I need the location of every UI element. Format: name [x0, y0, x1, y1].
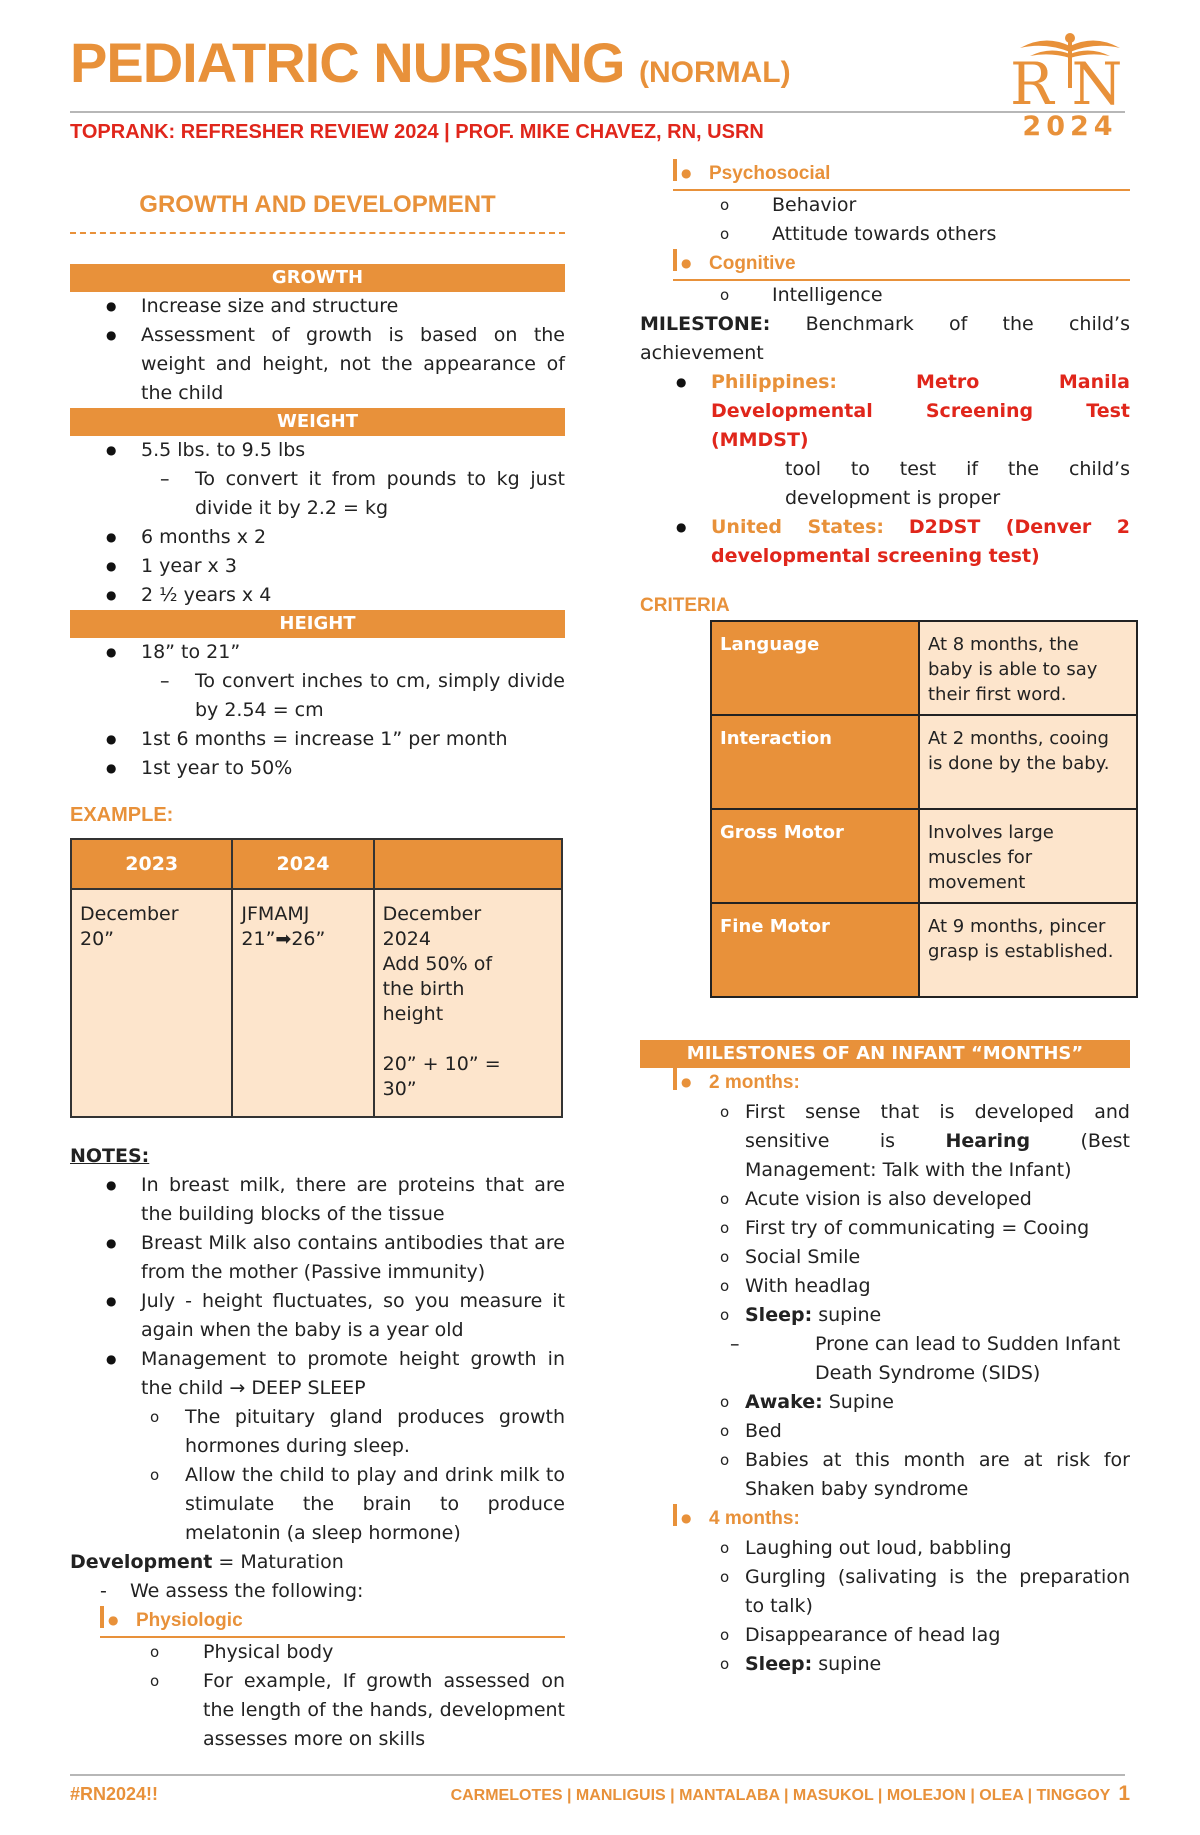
cell-line: 20” + 10” = [382, 1053, 501, 1075]
cognitive-label: Cognitive [709, 253, 796, 274]
criteria-key: Fine Motor [711, 903, 919, 997]
title-suffix: (NORMAL) [639, 56, 791, 89]
weight-band: WEIGHT [70, 408, 565, 436]
right-column [640, 155, 1130, 1679]
table-row [711, 715, 1137, 809]
ph-test: Metro Manila Developmental Screening Test (MMDST) [711, 371, 1130, 451]
list-item: ● 2 ½ years x 4 [70, 581, 565, 610]
table-cell [374, 889, 562, 1117]
list-item: o Attitude towards others [640, 220, 1130, 249]
list-item [640, 1388, 1130, 1417]
sub-list-item: – To convert inches to cm, simply divide by 2.54 = cm [70, 667, 565, 725]
footer-authors [451, 1782, 1130, 1806]
footer-hashtag: #RN2024!! [70, 1784, 159, 1804]
list-item [640, 513, 1130, 571]
sub-list-item: – Prone can lead to Sudden Infant Death Syndrome (SIDS) [640, 1330, 1130, 1388]
rn-logo [1010, 28, 1141, 143]
list-item: o Disappearance of head lag [640, 1621, 1130, 1650]
dashed-divider [70, 232, 565, 234]
criteria-value: At 9 months, pincer grasp is established. [919, 903, 1137, 997]
table-header: 2023 [71, 839, 232, 889]
cell-line: 20” [80, 928, 115, 950]
development-line [70, 1548, 565, 1577]
cell-line: December [382, 903, 482, 925]
heading-bar [673, 249, 677, 271]
criteria-value: Involves large muscles for movement [919, 809, 1137, 903]
list-item: ● 1st 6 months = increase 1” per month [70, 725, 565, 754]
month2-heading [673, 1068, 1130, 1098]
us-test: D2DST (Denver 2 developmental screening test) [711, 516, 1130, 567]
list-item-desc: tool to test if the child’s development is proper [785, 458, 1130, 509]
list-item: o For example, If growth assessed on the length of the hands, development assesses more on skills [70, 1667, 565, 1754]
month2-list [640, 1098, 1130, 1504]
growth-band: GROWTH [70, 264, 565, 292]
list-item: o Laughing out loud, babbling [640, 1534, 1130, 1563]
list-item: ● 1 year x 3 [70, 552, 565, 581]
item-bold: Awake: [745, 1391, 823, 1413]
cell-line: 2024 [382, 928, 431, 950]
physiologic-heading [100, 1606, 565, 1638]
table-row [711, 621, 1137, 715]
cell-line: Add 50% of [382, 953, 493, 975]
assess-text: We assess the following: [130, 1580, 364, 1602]
development-def: = Maturation [212, 1551, 344, 1573]
footer-names: CARMELOTES | MANLIGUIS | MANTALABA | MASUKOL | MOLEJON | OLEA | TINGGOY [450, 1787, 1111, 1804]
title-main: PEDIATRIC NURSING [70, 31, 625, 94]
list-item: ● 6 months x 2 [70, 523, 565, 552]
weight-list [70, 436, 565, 610]
table-row [711, 809, 1137, 903]
criteria-key: Interaction [711, 715, 919, 809]
list-item: o Bed [640, 1417, 1130, 1446]
bullet-icon: ● [681, 1075, 692, 1089]
bullet-icon: ● [681, 166, 692, 180]
milestone-text: Benchmark of the child’s achievement [640, 313, 1130, 364]
item-text: supine [812, 1653, 882, 1675]
physiologic-list [70, 1638, 565, 1754]
cell-line: JFMAMJ [241, 903, 310, 925]
us-label: United States: [711, 516, 884, 538]
cell-spacer [383, 1027, 553, 1052]
list-item: ● In breast milk, there are proteins that are the building blocks of the tissue [70, 1171, 565, 1229]
list-item: o Gurgling (salivating is the preparation to talk) [640, 1563, 1130, 1621]
psychosocial-label: Psychosocial [709, 163, 831, 184]
list-item: ● Breast Milk also contains antibodies that are from the mother (Passive immunity) [70, 1229, 565, 1287]
growth-list [70, 292, 565, 408]
bullet-icon: ● [681, 1511, 692, 1525]
cell-line: December [80, 903, 179, 925]
item-bold: Sleep: [745, 1653, 813, 1675]
item-bold: Sleep: [745, 1304, 813, 1326]
item-text: (Best Management: Talk with the Infant) [745, 1130, 1130, 1181]
item-text: Supine [822, 1391, 894, 1413]
list-item: o Social Smile [640, 1243, 1130, 1272]
notes-label: NOTES: [70, 1145, 150, 1167]
list-item [640, 368, 1130, 455]
milestone-list [640, 368, 1130, 571]
sub-list-item: o The pituitary gland produces growth hormones during sleep. [70, 1403, 565, 1461]
criteria-key: Language [711, 621, 919, 715]
item-text: First sense that is developed and sensitive is [745, 1101, 1130, 1152]
logo-letters: RN [1010, 50, 1141, 118]
header-subtitle: TOPRANK: REFRESHER REVIEW 2024 | PROF. MIKE CHAVEZ, RN, USRN [70, 121, 764, 143]
psychosocial-list [640, 191, 1130, 249]
ph-label: Philippines: [711, 371, 838, 393]
list-item: o First try of communicating = Cooing [640, 1214, 1130, 1243]
cell-line: height [382, 1003, 444, 1025]
infant-band: MILESTONES OF AN INFANT “MONTHS” [640, 1040, 1130, 1068]
table-cell [71, 889, 232, 1117]
month4-list [640, 1534, 1130, 1679]
list-item: ● Management to promote height growth in the child → DEEP SLEEP [70, 1345, 565, 1403]
list-item: o With headlag [640, 1272, 1130, 1301]
heading-bar [673, 1068, 677, 1090]
height-band: HEIGHT [70, 610, 565, 638]
physiologic-label: Physiologic [136, 1610, 243, 1631]
milestone-def [640, 310, 1130, 368]
cognitive-list [640, 281, 1130, 310]
list-item: o Behavior [640, 191, 1130, 220]
month4-heading [673, 1504, 1130, 1534]
footer-rule [70, 1774, 1125, 1776]
list-item [640, 1098, 1130, 1185]
height-list [70, 638, 565, 783]
criteria-table [710, 620, 1138, 998]
criteria-key: Gross Motor [711, 809, 919, 903]
table-row [711, 903, 1137, 997]
heading-bar [673, 1504, 677, 1526]
left-column [70, 180, 565, 1754]
list-item: ● 5.5 lbs. to 9.5 lbs [70, 436, 565, 465]
list-item: ● Assessment of growth is based on the weight and height, not the appearance of the child [70, 321, 565, 408]
development-term: Development [70, 1551, 213, 1573]
header-rule [70, 111, 1125, 113]
heading-bar [100, 1606, 104, 1628]
list-item: o Babies at this month are at risk for Shaken baby syndrome [640, 1446, 1130, 1504]
notes-list [70, 1171, 565, 1548]
table-header: 2024 [232, 839, 373, 889]
list-item: ● July - height fluctuates, so you measure it again when the baby is a year old [70, 1287, 565, 1345]
bullet-icon: ● [681, 256, 692, 270]
criteria-label: CRITERIA [640, 595, 730, 616]
list-item: o Physical body [70, 1638, 565, 1667]
list-item: o Acute vision is also developed [640, 1185, 1130, 1214]
milestone-term: MILESTONE: [640, 313, 771, 335]
bullet-icon: ● [108, 1613, 119, 1627]
month2-label: 2 months: [709, 1072, 800, 1093]
criteria-value: At 2 months, cooing is done by the baby. [919, 715, 1137, 809]
item-text: supine [812, 1304, 882, 1326]
dash-bullet: - [100, 1580, 107, 1602]
sub-list-item: o Allow the child to play and drink milk to stimulate the brain to produce melatonin (a sleep hormone) [70, 1461, 565, 1548]
item-bold: Hearing [945, 1130, 1031, 1152]
month4-label: 4 months: [709, 1508, 800, 1529]
example-label: EXAMPLE: [70, 804, 174, 826]
table-cell [232, 889, 373, 1117]
cell-line: 21”➡26” [241, 928, 326, 950]
heading-bar [673, 159, 677, 181]
sub-list-item: – To convert it from pounds to kg just divide it by 2.2 = kg [70, 465, 565, 523]
list-item: o Intelligence [640, 281, 1130, 310]
page-title [70, 30, 791, 95]
list-item: ● 18” to 21” [70, 638, 565, 667]
cell-line: 30” [382, 1078, 417, 1100]
cell-line: the birth [382, 978, 465, 1000]
section-title: GROWTH AND DEVELOPMENT [139, 191, 496, 218]
criteria-value: At 8 months, the baby is able to say their first word. [919, 621, 1137, 715]
list-item: ● 1st year to 50% [70, 754, 565, 783]
list-item [640, 1650, 1130, 1679]
page-number: 1 [1118, 1782, 1130, 1805]
example-table [70, 838, 563, 1118]
list-item: ● Increase size and structure [70, 292, 565, 321]
cognitive-heading [673, 249, 1130, 281]
psychosocial-heading [673, 159, 1130, 191]
table-header [374, 839, 562, 889]
list-item [640, 1301, 1130, 1330]
assess-line [70, 1577, 565, 1606]
logo-year: 2024 [1022, 111, 1118, 142]
